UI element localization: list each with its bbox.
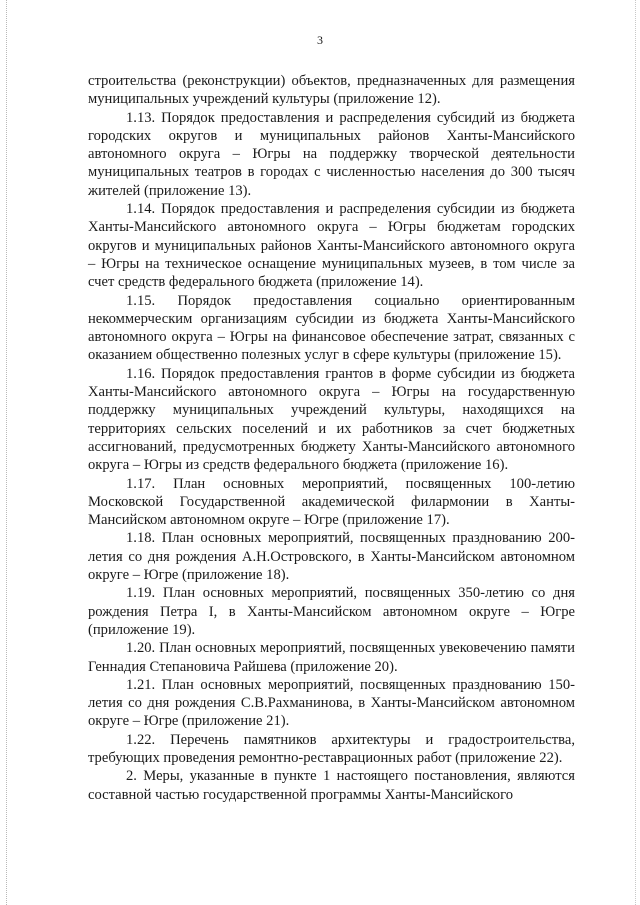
paragraph-continuation: строительства (реконструкции) объектов, предназначенных для размещения муниципальных учреждений культуры (приложение 12).	[88, 73, 575, 108]
paragraph-1-22: 1.22. Перечень памятников архитектуры и градостроительства, требующих проведения ремонтно-реставрационных работ (приложение 22).	[88, 731, 575, 766]
paragraph-1-14: 1.14. Порядок предоставления и распределения субсидии из бюджета Ханты-Мансийского автономного округа – Югры бюджетам городских округов и муниципальных районов Ханты-Мансийского автономного округа – Югры на техническое оснащение муниципальных музеев, в том числе за счет средств федерального бюджета (приложение 14).	[88, 201, 575, 291]
document-body	[88, 72, 575, 804]
paragraph-1-17: 1.17. План основных мероприятий, посвященных 100-летию Московской Государственной академической филармонии в Ханты-Мансийском автономном округе – Югре (приложение 17).	[88, 475, 575, 529]
scan-edge-right	[635, 0, 636, 905]
page-number: 3	[317, 33, 323, 47]
paragraph-1-19: 1.19. План основных мероприятий, посвященных 350-летию со дня рождения Петра I, в Ханты-Мансийском автономном округе – Югре (приложение 19).	[88, 585, 575, 638]
paragraph-1-20: 1.20. План основных мероприятий, посвященных увековечению памяти Геннадия Степановича Райшева (приложение 20).	[88, 640, 575, 675]
paragraph-1-18: 1.18. План основных мероприятий, посвященных празднованию 200-летия со дня рождения А.Н.Островского, в Ханты-Мансийском автономном округе – Югре (приложение 18).	[88, 530, 575, 584]
paragraph-2: 2. Меры, указанные в пункте 1 настоящего постановления, являются составной частью государственной программы Ханты-Мансийского	[88, 768, 575, 803]
paragraph-1-21: 1.21. План основных мероприятий, посвященных празднованию 150-летия со дня рождения С.В.Рахманинова, в Ханты-Мансийском автономном округе – Югре (приложение 21).	[88, 676, 575, 730]
scan-edge-left	[6, 0, 7, 905]
paragraph-1-15: 1.15. Порядок предоставления социально ориентированным некоммерческим организациям субсидии из бюджета Ханты-Мансийского автономного округа – Югры на финансовое обеспечение затрат, связанных с оказанием общественно полезных услуг в сфере культуры (приложение 15).	[88, 292, 575, 364]
paragraph-1-16: 1.16. Порядок предоставления грантов в форме субсидии из бюджета Ханты-Мансийского автономного округа – Югры на государственную поддержку муниципальных учреждений культуры, находящихся на территориях сельских поселений и их работников за счет бюджетных ассигнований, предусмотренных бюджету Ханты-Мансийского автономного округа – Югры из средств федерального бюджета (приложение 16).	[88, 365, 575, 474]
paragraph-1-13: 1.13. Порядок предоставления и распределения субсидий из бюджета городских округов и муниципальных районов Ханты-Мансийского автономного округа – Югры на поддержку творческой деятельности муниципальных театров в городах с численностью населения до 300 тысяч жителей (приложение 13).	[88, 109, 575, 199]
